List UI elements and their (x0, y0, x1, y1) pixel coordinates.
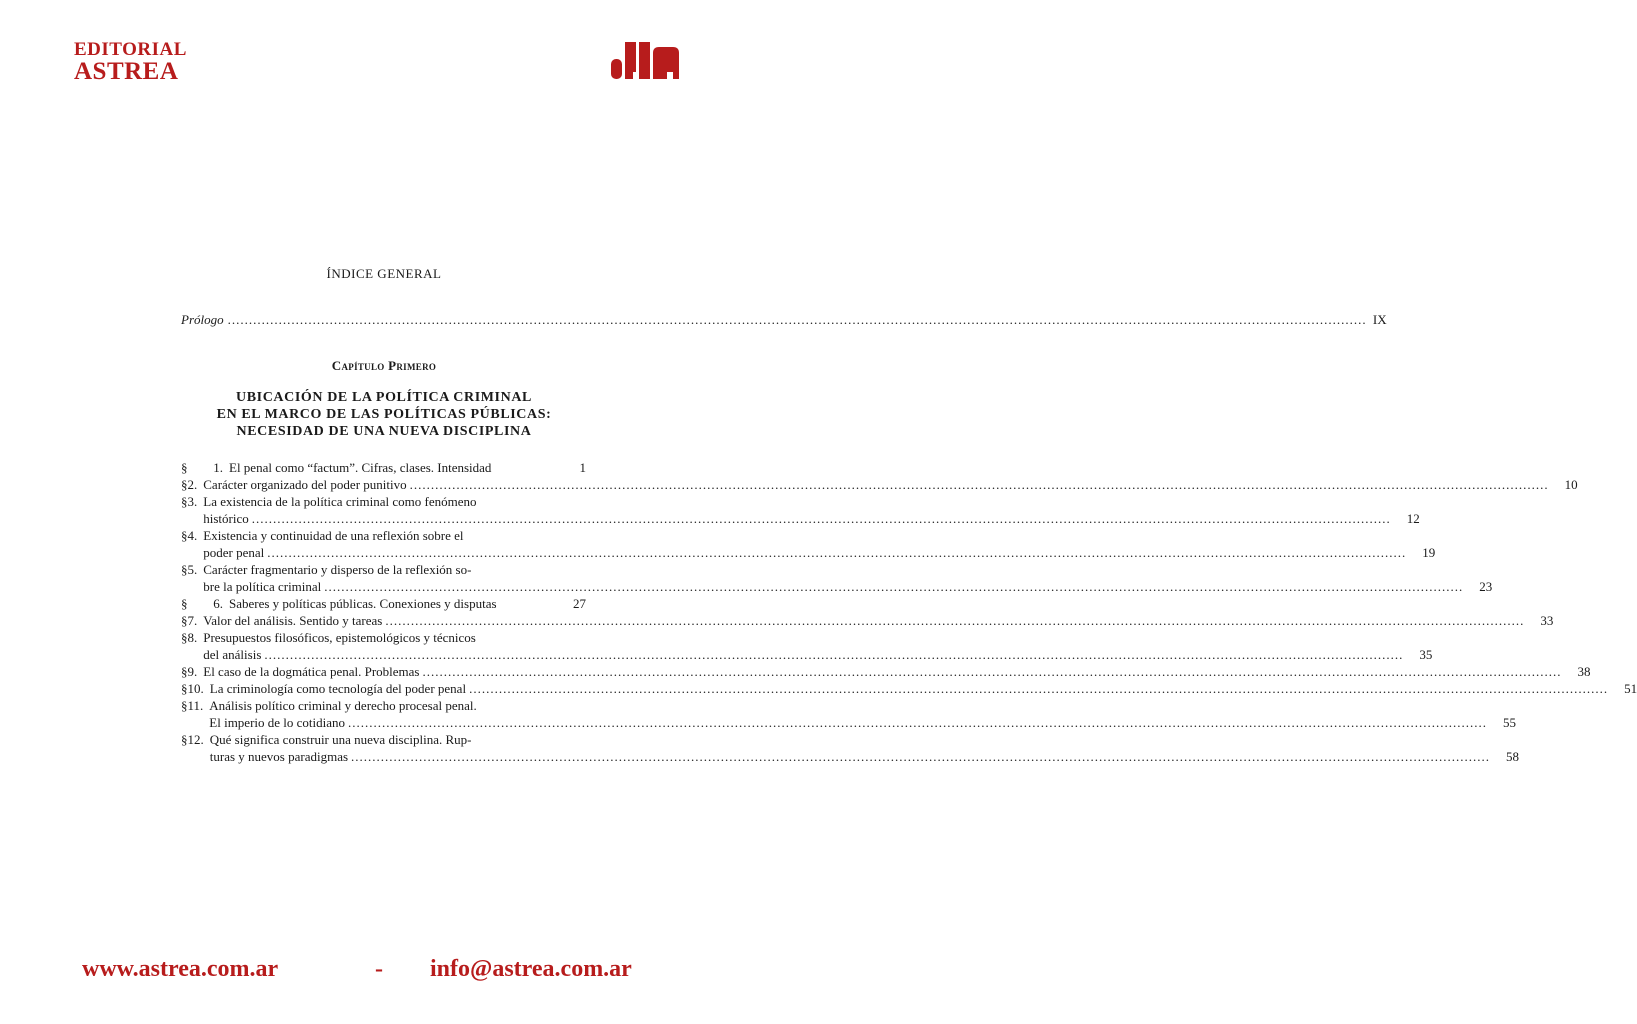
section-page-number: 55 (1503, 714, 1517, 730)
section-page-number: 23 (1479, 578, 1493, 594)
footer-email-link[interactable]: info@astrea.com.ar (430, 956, 632, 982)
section-title-line: El imperio de lo cotidiano (209, 714, 346, 730)
section-title-line: Carácter organizado del poder punitivo (203, 477, 407, 493)
astrea-books-mark-icon (611, 42, 679, 79)
section-page-number: 35 (1419, 646, 1433, 662)
section-symbol: § (181, 460, 188, 475)
footer-separator: - (375, 956, 383, 982)
section-title-line: La criminología como tecnología del poder penal (209, 681, 467, 697)
section-number: 2. (187, 477, 198, 493)
section-title (209, 698, 1516, 731)
section-title (203, 630, 1432, 663)
section-title-line: bre la política criminal (203, 578, 322, 594)
section-symbol: § (181, 698, 188, 714)
dot-leader (264, 647, 1403, 664)
section-title (203, 528, 1435, 561)
toc-section-entry[interactable] (181, 612, 1554, 630)
section-title-line: El caso de la dogmática penal. Problemas (203, 663, 420, 679)
section-title-line: Valor del análisis. Sentido y tareas (203, 612, 383, 628)
section-title (203, 613, 1553, 630)
chapter-subtitle-line: UBICACIÓN DE LA POLÍTICA CRIMINAL (236, 390, 532, 405)
chapter-subtitle-line: EN EL MARCO DE LAS POLÍTICAS PÚBLICAS: (216, 407, 552, 422)
section-title-line: Saberes y políticas públicas. Conexiones y disputas (229, 595, 497, 611)
toc-section-entry[interactable] (181, 698, 1517, 731)
section-number: 12. (187, 732, 204, 748)
section-number: 5. (187, 561, 198, 577)
prologue-page: IX (1372, 312, 1387, 327)
section-number: 1. (213, 460, 223, 475)
chapter-subtitle-line: NECESIDAD DE UNA NUEVA DISCIPLINA (236, 424, 532, 439)
section-page-number: 27 (573, 595, 586, 611)
section-title (210, 732, 1519, 765)
section-page-number: 33 (1540, 612, 1554, 628)
section-number: 9. (187, 663, 198, 679)
toc-section-entry[interactable] (181, 460, 586, 477)
dot-leader (469, 681, 1608, 698)
toc-section-entry[interactable] (181, 630, 1433, 663)
section-page-number: 51 (1624, 681, 1637, 697)
toc-section-entry[interactable] (181, 596, 586, 613)
section-page-number: 12 (1406, 510, 1420, 526)
section-title-line: Existencia y continuidad de una reflexión sobre el (203, 528, 464, 544)
toc-section-entry[interactable] (181, 528, 1436, 561)
dot-leader (410, 477, 1549, 494)
section-symbol: § (181, 528, 188, 544)
toc-section-entry[interactable] (181, 561, 1493, 595)
toc-section-entry[interactable] (181, 732, 1520, 765)
dot-leader (252, 511, 1391, 528)
section-symbol: § (181, 630, 188, 646)
section-title (203, 494, 1420, 527)
section-title-line: Qué significa construir una nueva disciplina. Rup- (209, 732, 472, 748)
section-number: 4. (187, 528, 198, 544)
section-number: 10. (187, 681, 204, 697)
section-title-line: El penal como “factum”. Cifras, clases. Intensidad (229, 460, 492, 475)
dot-leader (351, 749, 1490, 766)
dot-leader (348, 715, 1487, 732)
section-title (229, 460, 586, 477)
section-title-line: del análisis (203, 646, 262, 662)
section-page-number: 19 (1422, 544, 1436, 560)
dot-leader (385, 613, 1524, 630)
section-symbol: § (181, 663, 188, 679)
section-symbol: § (181, 595, 188, 611)
section-title-line: Presupuestos filosóficos, epistemológicos y técnicos (203, 630, 476, 646)
section-title-line: poder penal (203, 544, 265, 560)
toc-section-list (181, 460, 1637, 766)
section-title (203, 664, 1590, 681)
section-symbol: § (181, 561, 188, 577)
toc-section-entry[interactable] (181, 477, 1578, 494)
section-symbol: § (181, 612, 188, 628)
section-title-line: Análisis político criminal y derecho procesal penal. (209, 698, 477, 714)
section-symbol: § (181, 732, 188, 748)
toc-section-entry[interactable] (181, 681, 1637, 698)
logo-line-editorial: EDITORIAL (74, 39, 187, 60)
logo-line-astrea: ASTREA (74, 58, 179, 85)
publisher-logo (74, 40, 187, 84)
section-page-number: 58 (1506, 748, 1520, 764)
section-page-number: 38 (1577, 663, 1591, 679)
section-number: 8. (187, 630, 198, 646)
section-page-number: 1 (579, 460, 586, 475)
section-title-line: turas y nuevos paradigmas (209, 748, 349, 764)
section-number: 7. (187, 612, 198, 628)
dot-leader (267, 545, 1406, 562)
dot-leader (422, 664, 1561, 681)
toc-prologue-entry[interactable] (181, 312, 1387, 328)
page-title: ÍNDICE GENERAL (326, 266, 442, 281)
section-symbol: § (181, 494, 188, 510)
section-title-line: histórico (203, 510, 249, 526)
chapter-heading: Capítulo Primero (331, 358, 437, 373)
section-number: 6. (213, 595, 223, 611)
section-page-number: 10 (1564, 477, 1578, 493)
dot-leader (228, 312, 1367, 328)
section-symbol: § (181, 681, 188, 697)
section-number: 11. (187, 698, 204, 714)
toc-section-entry[interactable] (181, 663, 1591, 681)
chapter-subtitle (0, 389, 768, 440)
section-title (229, 596, 586, 613)
prologue-label: Prólogo (181, 312, 224, 327)
toc-section-entry[interactable] (181, 494, 1420, 527)
section-title (210, 681, 1637, 698)
section-number: 3. (187, 494, 198, 510)
dot-leader (324, 579, 1463, 596)
section-title (203, 562, 1492, 595)
section-symbol: § (181, 477, 188, 493)
footer-website-link[interactable]: www.astrea.com.ar (82, 956, 279, 982)
section-title (203, 477, 1577, 494)
section-title-line: Carácter fragmentario y disperso de la reflexión so- (203, 561, 472, 577)
section-title-line: La existencia de la política criminal como fenómeno (203, 494, 477, 510)
